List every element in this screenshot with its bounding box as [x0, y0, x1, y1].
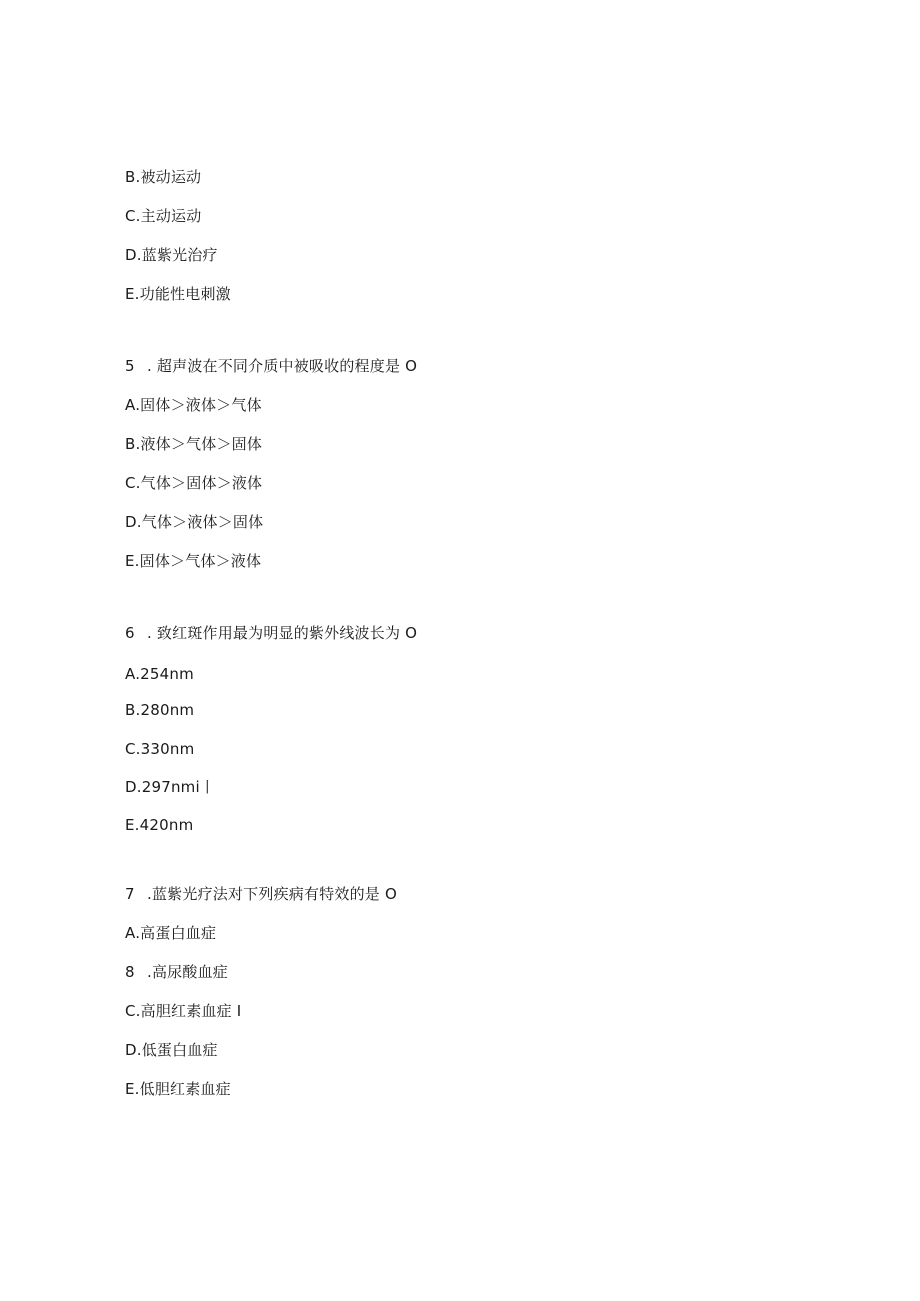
q6-option-c: C.330nm [125, 740, 195, 758]
q7-option-e: E.低胆红素血症 [125, 1080, 231, 1098]
question-text: . 超声波在不同介质中被吸收的程度是 O [147, 357, 418, 375]
question-number: 7 [125, 885, 135, 903]
question-number: 8 [125, 963, 135, 981]
option-text: .高尿酸血症 [147, 963, 228, 981]
option-b: B.被动运动 [125, 168, 202, 186]
q7-option-a: A.高蛋白血症 [125, 924, 217, 942]
question-text: .蓝紫光疗法对下列疾病有特效的是 O [147, 885, 397, 903]
q5-option-b: B.液体＞气体＞固体 [125, 435, 263, 453]
question-number: 5 [125, 357, 135, 375]
q7-option-c: C.高胆红素血症 I [125, 1002, 242, 1020]
q6-option-a: A.254nm [125, 665, 194, 683]
q6-option-d: D.297nmi丨 [125, 778, 216, 796]
q5-option-e: E.固体＞气体＞液体 [125, 552, 262, 570]
question-text: . 致红斑作用最为明显的紫外线波长为 O [147, 624, 418, 642]
question-7-stem [125, 884, 397, 904]
option-d: D.蓝紫光治疗 [125, 246, 218, 264]
option-e: E.功能性电刺激 [125, 285, 231, 303]
q6-option-e: E.420nm [125, 816, 194, 834]
q7-option-b-misnumbered [125, 962, 228, 982]
q5-option-c: C.气体＞固体＞液体 [125, 474, 263, 492]
q6-option-b: B.280nm [125, 701, 195, 719]
option-c: C.主动运动 [125, 207, 202, 225]
q5-option-d: D.气体＞液体＞固体 [125, 513, 264, 531]
question-5-stem [125, 356, 417, 376]
q5-option-a: A.固体＞液体＞气体 [125, 396, 262, 414]
q7-option-d: D.低蛋白血症 [125, 1041, 218, 1059]
question-number: 6 [125, 624, 135, 642]
question-6-stem [125, 623, 417, 643]
